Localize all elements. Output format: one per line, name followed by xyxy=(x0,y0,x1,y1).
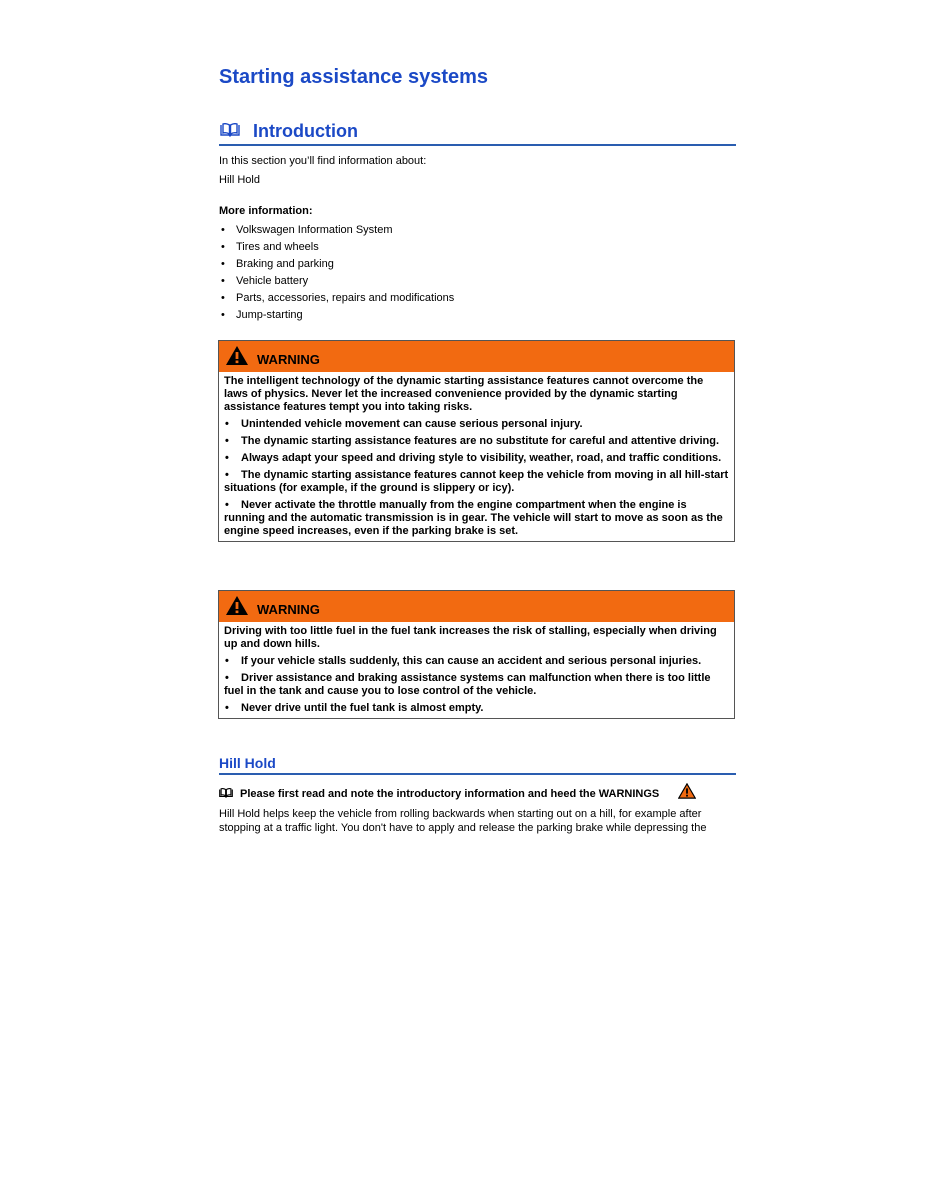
warning-bullet: • Never activate the throttle manually from the engine compartment when the engine is running and the automatic transmission is in gear. The vehicle will start to move as soon as the engine speed increases, even if the parking brake is set. xyxy=(224,499,723,537)
warning-body xyxy=(219,622,734,718)
introduction-heading: Introduction xyxy=(253,121,358,141)
warning-triangle-icon xyxy=(225,595,249,621)
warning-bullet: • The dynamic starting assistance features cannot keep the vehicle from moving in all hill-start situations (for example, if the ground is slippery or icy). xyxy=(224,469,729,494)
intro-text: In this section you’ll find information about: xyxy=(219,155,427,167)
warning-bullet: • If your vehicle stalls suddenly, this can cause an accident and serious personal injuries. xyxy=(225,655,702,667)
warning-bullet: • Always adapt your speed and driving style to visibility, weather, road, and traffic conditions. xyxy=(225,452,722,464)
more-info-item[interactable]: • Jump-starting xyxy=(219,308,454,325)
warning-box-fuel xyxy=(218,590,735,719)
intro-topic: Hill Hold xyxy=(219,174,260,186)
warning-intro: The intelligent technology of the dynamic starting assistance features cannot overcome the laws of physics. Never let the increased convenience provided by the dynamic starting assistance features tempt you into taking risks. xyxy=(224,375,704,413)
read-first-note xyxy=(219,783,739,803)
more-info-item[interactable]: • Vehicle battery xyxy=(219,274,454,291)
book-icon xyxy=(219,788,233,801)
more-info-item[interactable]: • Braking and parking xyxy=(219,257,454,274)
read-first-text: Please first read and note the introductory information and heed the WARNINGS xyxy=(240,788,660,800)
warning-label: WARNING xyxy=(257,602,320,617)
warning-bullet: • Driver assistance and braking assistance systems can malfunction when there is too little fuel in the tank and cause you to lose control of the vehicle. xyxy=(224,672,711,697)
hill-hold-heading-bar xyxy=(219,754,736,775)
warning-bullet: • Never drive until the fuel tank is almost empty. xyxy=(225,702,484,714)
warning-triangle-icon xyxy=(225,345,249,371)
hill-hold-heading: Hill Hold xyxy=(219,755,276,771)
more-info-item[interactable]: • Tires and wheels xyxy=(219,240,454,257)
warning-label: WARNING xyxy=(257,352,320,367)
book-icon xyxy=(220,123,240,142)
more-info-label: More information: xyxy=(219,205,313,217)
more-info-list xyxy=(219,223,454,325)
warning-intro: Driving with too little fuel in the fuel tank increases the risk of stalling, especially when driving up and down hills. xyxy=(224,625,717,650)
hill-hold-paragraph: Hill Hold helps keep the vehicle from rolling backwards when starting out on a hill, for example after stopping at a traffic light. You don't have to apply and release the parking brake while depressing the xyxy=(219,808,707,834)
warning-bullet: • Unintended vehicle movement can cause serious personal injury. xyxy=(225,418,583,430)
warning-bullet: • The dynamic starting assistance features are no substitute for careful and attentive driving. xyxy=(225,435,720,447)
warning-header xyxy=(219,591,734,622)
warning-body xyxy=(219,372,734,541)
introduction-heading-bar xyxy=(219,119,736,146)
warning-triangle-icon[interactable] xyxy=(678,783,696,802)
page-title: Starting assistance systems xyxy=(219,66,489,88)
more-info-item[interactable]: • Parts, accessories, repairs and modifications xyxy=(219,291,454,308)
warning-header xyxy=(219,341,734,372)
more-info-item[interactable]: • Volkswagen Information System xyxy=(219,223,454,240)
warning-box-starting-assist xyxy=(218,340,735,542)
